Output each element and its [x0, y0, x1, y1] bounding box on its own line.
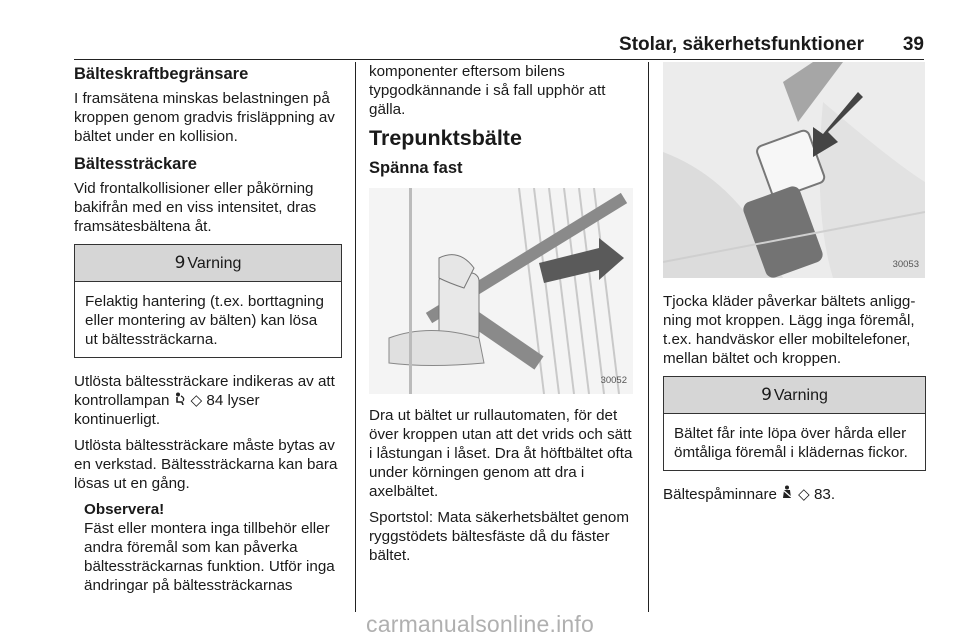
column-2: [369, 62, 635, 572]
figure-number: 30052: [600, 375, 627, 386]
indicator-text-a: Utlösta bältessträckare indikeras av att kontrollampan: [74, 373, 335, 409]
header-rule: [74, 59, 924, 60]
reminder-text-b: 83.: [813, 486, 836, 503]
warning-box-2: [663, 376, 926, 471]
paragraph-force-limiter: I framsätena minskas belastningen på kroppen genom gradvis frisläppning av bältet under en kollision.: [74, 90, 335, 145]
paragraph-indicator: [74, 372, 342, 429]
note-block: [84, 500, 342, 595]
warning-text: Felaktig hantering (t.ex. borttagning eller montering av bälten) kan lösa ut bältessträckarna.: [85, 293, 324, 348]
paragraph-sport-seat: Sportstol: Mata säkerhetsbältet genom ryggstödets bältesfäste då du fäster bältet.: [369, 509, 630, 564]
page-number: 39: [902, 34, 924, 55]
paragraph-pretensioner: Vid frontalkollisioner eller påkörning bakifrån med en viss intensitet, dras framsätesbältena åt.: [74, 180, 317, 235]
warning-header: [75, 245, 341, 282]
paragraph-thick-clothing: Tjocka kläder påverkar bältets anliggning mot kroppen. Lägg inga föremål, t.ex. handväskor eller mobiltelefoner, mellan bältet och kroppen.: [663, 293, 916, 367]
paragraph-belt-reminder: [663, 485, 926, 504]
reference-arrow-icon: ◇: [190, 391, 203, 409]
watermark: carmanualsonline.info: [366, 611, 594, 637]
warning-label: Varning: [773, 387, 828, 404]
paragraph-replacement: Utlösta bältessträckare måste bytas av en verkstad. Bältessträckarna kan bara lösas ut en gång.: [74, 437, 338, 492]
airbag-seat-icon: [174, 391, 191, 409]
indicator-text-b: 84 lyser kontinuerligt.: [74, 392, 260, 428]
column-1: [74, 62, 342, 595]
column-3: [663, 62, 926, 511]
figure-fasten-belt: [369, 188, 633, 394]
warning-triangle-icon: 9: [761, 385, 772, 405]
figure-number: 30053: [892, 259, 919, 270]
warning-header: [664, 377, 925, 414]
column-divider-1: [355, 62, 356, 612]
seatbelt-reminder-icon: [781, 485, 798, 503]
section-title: Stolar, säkerhetsfunktioner: [619, 34, 864, 55]
heading-belt-force-limiter: Bälteskraftbegränsare: [74, 65, 249, 83]
heading-three-point-belt: Trepunktsbälte: [369, 126, 522, 150]
note-text: Fäst eller montera inga tillbehör eller andra föremål som kan påverka bältessträckarnas funktion. Utför inga ändringar på bältessträckarnas: [84, 520, 335, 594]
warning-box-1: [74, 244, 342, 358]
illustration-belt-buckle: [663, 62, 925, 278]
heading-belt-pretensioner: Bältessträckare: [74, 155, 197, 173]
page-header: [74, 34, 924, 54]
note-title: Observera!: [84, 501, 165, 518]
illustration-fasten-belt: [369, 188, 633, 394]
paragraph-fasten-instructions: Dra ut bältet ur rullautomaten, för det över kroppen utan att det vrids och sätt i låstungan i låset. Dra åt höftbältet ofta under körningen genom att dra i axelbältet.: [369, 407, 633, 500]
paragraph-continued: komponenter eftersom bilens typgodkännande i så fall upphör att gälla.: [369, 63, 606, 118]
warning-triangle-icon: 9: [174, 253, 186, 273]
figure-belt-buckle: [663, 62, 925, 278]
reminder-text-a: Bältespåminnare: [663, 486, 777, 503]
reference-arrow-icon: ◇: [798, 485, 810, 503]
column-divider-2: [648, 62, 649, 612]
warning-label: Varning: [187, 255, 242, 272]
heading-fasten: Spänna fast: [369, 159, 463, 177]
warning-text: Bältet får inte löpa över hårda eller ömtåliga föremål i klädernas fickor.: [674, 425, 908, 461]
